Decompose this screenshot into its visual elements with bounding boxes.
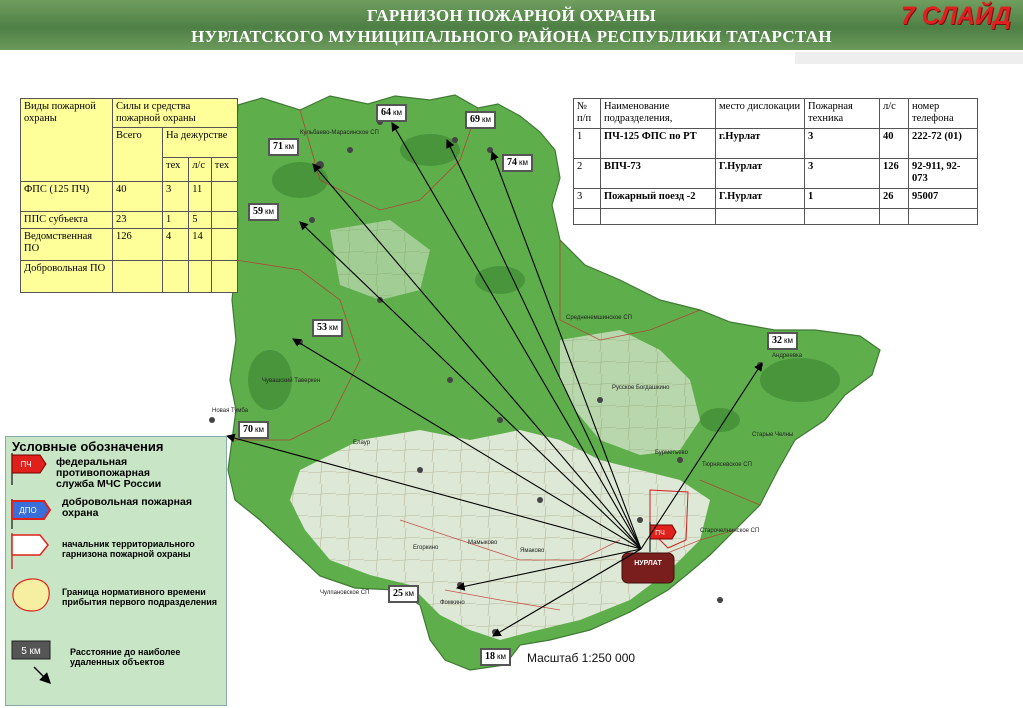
table-header: Всего — [113, 128, 163, 182]
garrison-chief-flag-icon — [12, 533, 48, 569]
place-name: Новая Тумба — [212, 408, 248, 414]
legend-text: добровольная пожарная охрана — [62, 496, 192, 519]
table-cell — [211, 229, 237, 261]
table-cell: 40 — [113, 182, 163, 212]
distance-label: 70 км — [238, 421, 269, 439]
table-cell: 92-911, 92-073 — [909, 159, 978, 189]
place-name: Старые Челны — [752, 432, 794, 438]
table-cell — [113, 261, 163, 293]
table-cell: 1 — [805, 189, 880, 209]
distance-label: 53 км — [312, 319, 343, 337]
place-name: Русское Богдашкино — [612, 385, 670, 391]
distance-label: 32 км — [767, 332, 798, 350]
table-cell: 3 — [805, 159, 880, 189]
table-row — [574, 209, 978, 225]
distance-label: 64 км — [376, 104, 407, 122]
table-cell — [211, 261, 237, 293]
table-cell: 126 — [880, 159, 909, 189]
table-cell: г.Нурлат — [716, 129, 805, 159]
table-row — [574, 129, 978, 159]
slide-number: 7 СЛАЙД — [900, 2, 1011, 30]
volunteer-fire-flag-icon — [12, 499, 50, 529]
table-header: тех — [163, 158, 189, 182]
table-cell: 14 — [189, 229, 212, 261]
place-name: Чувашский Таверкен — [262, 378, 321, 384]
table-header: Пожарная техника — [805, 99, 880, 129]
table-cell — [189, 261, 212, 293]
table-header: место дислокации — [716, 99, 805, 129]
place-name: Тюрнясевское СП — [702, 462, 752, 468]
table-cell: 40 — [880, 129, 909, 159]
place-name: Ямаково — [520, 548, 545, 554]
map-legend — [5, 436, 227, 706]
table-cell: 1 — [163, 212, 189, 229]
table-cell: 3 — [805, 129, 880, 159]
distance-label: 18 км — [480, 648, 511, 666]
legend-title: Условные обозначения — [12, 439, 164, 454]
table-cell: ПЧ-125 ФПС по РТ — [601, 129, 716, 159]
table-cell — [574, 209, 601, 225]
place-name: Средненемшинское СП — [566, 315, 632, 321]
table-cell: Г.Нурлат — [716, 159, 805, 189]
svg-text:ПЧ: ПЧ — [20, 460, 32, 469]
table-cell: Ведомственная ПО — [21, 229, 113, 261]
table-cell — [805, 209, 880, 225]
table-cell — [716, 209, 805, 225]
title-line-1: ГАРНИЗОН ПОЖАРНОЙ ОХРАНЫ — [367, 6, 656, 25]
distance-label: 69 км — [465, 111, 496, 129]
legend-text: Граница нормативного времени прибытия первого подразделения — [62, 587, 218, 607]
table-header: л/с — [189, 158, 212, 182]
table-row — [574, 159, 978, 189]
svg-text:ДПО: ДПО — [19, 506, 37, 515]
legend-text: начальник территориального гарнизона пожарной охраны — [62, 539, 195, 559]
distance-label: 74 км — [502, 154, 533, 172]
table-cell: 11 — [189, 182, 212, 212]
svg-text:ПЧ: ПЧ — [655, 530, 665, 537]
table-row — [574, 189, 978, 209]
table-cell: ППС субъекта — [21, 212, 113, 229]
table-header: номер телефона — [909, 99, 978, 129]
table-cell — [880, 209, 909, 225]
table-header: Виды пожарной охраны — [21, 99, 113, 182]
table-header: № п/п — [574, 99, 601, 129]
normative-boundary-icon — [13, 579, 49, 611]
place-name: Старочелнинское СП — [700, 528, 760, 534]
title-line-2: НУРЛАТСКОГО МУНИЦИПАЛЬНОГО РАЙОНА РЕСПУБЛИКИ ТАТАРСТАН — [191, 27, 832, 46]
place-name: Фомкино — [440, 600, 465, 606]
table-cell: Пожарный поезд -2 — [601, 189, 716, 209]
table-cell: 26 — [880, 189, 909, 209]
table-cell: 4 — [163, 229, 189, 261]
distance-label: 25 км — [388, 585, 419, 603]
table-cell — [163, 261, 189, 293]
table-cell: 23 — [113, 212, 163, 229]
distance-label: 71 км — [268, 138, 299, 156]
table-cell: Добровольная ПО — [21, 261, 113, 293]
table-header: тех — [211, 158, 237, 182]
distance-label: 59 км — [248, 203, 279, 221]
table-cell: 126 — [113, 229, 163, 261]
table-header: На дежурстве — [163, 128, 238, 158]
town-label: НУРЛАТ — [634, 560, 662, 567]
table-cell: 1 — [574, 129, 601, 159]
table-cell — [211, 182, 237, 212]
table-cell: ФПС (125 ПЧ) — [21, 182, 113, 212]
table-cell — [211, 212, 237, 229]
table-cell: 3 — [163, 182, 189, 212]
nurlat-town — [622, 553, 674, 583]
place-name: Андреевка — [772, 353, 803, 359]
table-cell: 5 — [189, 212, 212, 229]
table-cell: 222-72 (01) — [909, 129, 978, 159]
table-header: Наименование подразделения, — [601, 99, 716, 129]
place-name: Чулпановское СП — [320, 590, 370, 596]
table-cell — [909, 209, 978, 225]
legend-text: Расстояние до наиболее удаленных объектов — [70, 647, 181, 667]
place-name: Кульбаево-Марасинское СП — [300, 130, 379, 136]
arrow-icon — [34, 667, 50, 683]
place-name: Елаур — [353, 440, 371, 446]
table-cell: 95007 — [909, 189, 978, 209]
place-name: Бурметьево — [655, 450, 689, 456]
legend-text: федеральная противопожарная служба МЧС России — [56, 456, 162, 490]
table-cell: ВПЧ-73 — [601, 159, 716, 189]
forces-table — [20, 98, 238, 293]
map-scale: Масштаб 1:250 000 — [527, 651, 636, 665]
svg-text:5 км: 5 км — [21, 646, 41, 657]
table-cell: Г.Нурлат — [716, 189, 805, 209]
table-cell: 3 — [574, 189, 601, 209]
table-cell — [601, 209, 716, 225]
units-table — [573, 98, 978, 225]
federal-fire-flag-icon — [12, 453, 46, 485]
table-header: л/с — [880, 99, 909, 129]
table-cell: 2 — [574, 159, 601, 189]
place-name: Мамыково — [468, 540, 498, 546]
table-header: Силы и средства пожарной охраны — [113, 99, 238, 128]
place-name: Егоркино — [413, 545, 439, 551]
